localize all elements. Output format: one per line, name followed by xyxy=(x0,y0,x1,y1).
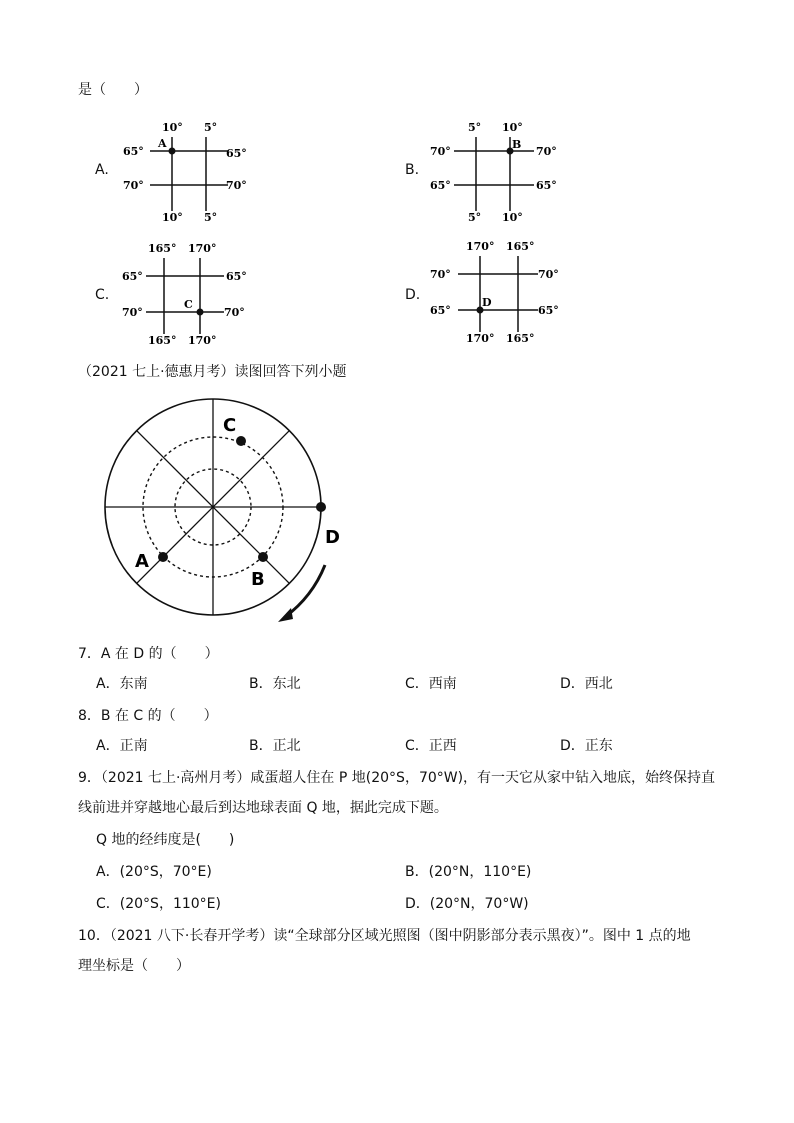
point-a-label: A xyxy=(135,551,149,572)
top-label: 5° xyxy=(468,121,482,134)
point-c-dot xyxy=(236,436,246,446)
bottom-label: 5° xyxy=(204,211,218,223)
q7-stem: 7．A 在 D 的（ ） xyxy=(78,646,219,662)
q9-stem-line2: 线前进并穿越地心最后到达地球表面 Q 地，据此完成下题。 xyxy=(78,800,448,816)
q9-stem-line1: 9．（2021 七上·高州月考）咸蛋超人住在 P 地(20°S，70°W)，有一天它从家中钻入地底，始终保持直 xyxy=(78,770,716,786)
polar-map xyxy=(95,395,355,630)
point-d-dot xyxy=(316,502,326,512)
option-d-letter[interactable]: D. xyxy=(405,287,421,303)
q7-option-c[interactable]: C．西南 xyxy=(405,676,457,692)
top-label: 10° xyxy=(162,121,183,134)
point-dot xyxy=(197,309,204,316)
q9-option-a[interactable]: A．(20°S，70°E) xyxy=(96,864,212,880)
point-label: D xyxy=(482,296,492,309)
point-label: A xyxy=(158,137,167,150)
top-label: 165° xyxy=(148,242,177,255)
right-label: 70° xyxy=(536,145,557,158)
left-label: 65° xyxy=(122,270,143,283)
option-c-letter[interactable]: C. xyxy=(95,287,110,303)
q7-option-d[interactable]: D．西北 xyxy=(560,676,613,692)
q10-stem-line2: 理坐标是（ ） xyxy=(78,958,190,974)
bottom-label: 170° xyxy=(188,334,217,346)
option-b-letter[interactable]: B. xyxy=(405,162,420,178)
q8-option-b[interactable]: B．正北 xyxy=(249,738,301,754)
left-label: 70° xyxy=(430,268,451,281)
q7-option-a[interactable]: A．东南 xyxy=(96,676,148,692)
bottom-label: 170° xyxy=(466,332,495,344)
bottom-label: 10° xyxy=(162,211,183,223)
bottom-label: 165° xyxy=(148,334,177,346)
q8-option-c[interactable]: C．正西 xyxy=(405,738,457,754)
right-label: 70° xyxy=(226,179,247,192)
q7-option-b[interactable]: B．东北 xyxy=(249,676,301,692)
left-label: 65° xyxy=(123,145,144,158)
prev-question-tail: 是（ ） xyxy=(78,82,148,98)
point-b-dot xyxy=(258,552,268,562)
top-label: 170° xyxy=(188,242,217,255)
point-dot xyxy=(169,148,176,155)
q9-option-c[interactable]: C．(20°S，110°E) xyxy=(96,896,221,912)
arrowhead-icon xyxy=(278,608,293,622)
grid-figure-d xyxy=(428,236,568,344)
top-label: 165° xyxy=(506,240,535,253)
top-label: 170° xyxy=(466,240,495,253)
top-label: 10° xyxy=(502,121,523,134)
point-c-label: C xyxy=(223,415,237,436)
left-label: 65° xyxy=(430,179,451,192)
q10-stem-line1: 10．（2021 八下·长春开学考）读“全球部分区域光照图（图中阴影部分表示黑夜）”。图中 1 点的地 xyxy=(78,928,691,944)
q8-stem: 8．B 在 C 的（ ） xyxy=(78,708,218,724)
grid-figure-a xyxy=(118,115,258,223)
section-header: （2021 七上·德惠月考）读图回答下列小题 xyxy=(78,364,347,380)
point-b-label: B xyxy=(251,569,265,590)
left-label: 70° xyxy=(123,179,144,192)
point-a-dot xyxy=(158,552,168,562)
right-label: 65° xyxy=(536,179,557,192)
top-label: 5° xyxy=(204,121,218,134)
grid-figure-c xyxy=(118,238,258,346)
right-label: 65° xyxy=(226,270,247,283)
q9-substem: Q 地的经纬度是( ) xyxy=(96,832,235,848)
left-label: 65° xyxy=(430,304,451,317)
right-label: 65° xyxy=(226,147,247,160)
point-label: C xyxy=(184,298,193,311)
q8-option-d[interactable]: D．正东 xyxy=(560,738,613,754)
bottom-label: 5° xyxy=(468,211,482,223)
right-label: 70° xyxy=(538,268,559,281)
bottom-label: 165° xyxy=(506,332,535,344)
option-a-letter[interactable]: A. xyxy=(95,162,109,178)
point-d-label: D xyxy=(325,527,340,548)
left-label: 70° xyxy=(430,145,451,158)
bottom-label: 10° xyxy=(502,211,523,223)
q9-option-b[interactable]: B．(20°N，110°E) xyxy=(405,864,532,880)
grid-figure-b xyxy=(428,115,568,223)
q9-option-d[interactable]: D．(20°N，70°W) xyxy=(405,896,529,912)
q8-option-a[interactable]: A．正南 xyxy=(96,738,148,754)
right-label: 65° xyxy=(538,304,559,317)
point-label: B xyxy=(512,138,522,151)
right-label: 70° xyxy=(224,306,245,319)
left-label: 70° xyxy=(122,306,143,319)
